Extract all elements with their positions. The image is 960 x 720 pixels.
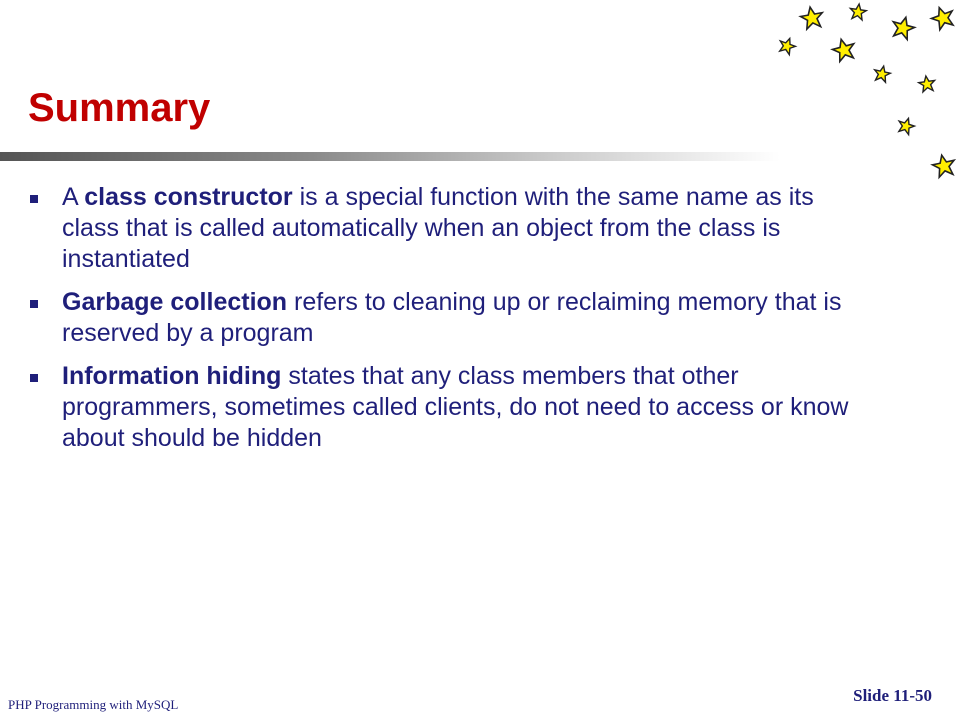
star-icon bbox=[931, 153, 957, 178]
star-icon bbox=[799, 5, 824, 30]
title-divider bbox=[0, 152, 780, 161]
slide-number: Slide 11-50 bbox=[853, 686, 932, 705]
bullet-text: states that any class members that other programmers, sometimes called clients, do not need to access or know about should be hidden bbox=[62, 362, 849, 452]
slide-title: Summary bbox=[28, 86, 211, 130]
star-icon bbox=[896, 116, 916, 135]
square-bullet-icon bbox=[30, 300, 38, 308]
bullet-list bbox=[30, 182, 860, 466]
star-icon bbox=[831, 37, 858, 63]
star-icon bbox=[890, 15, 917, 41]
list-item bbox=[30, 287, 860, 349]
star-icon bbox=[929, 4, 957, 31]
bullet-text: is a special function with the same name as its class that is called automatically when an object from the class is instantiated bbox=[62, 183, 814, 273]
star-icon bbox=[918, 75, 936, 92]
square-bullet-icon bbox=[30, 374, 38, 382]
bullet-term: Information hiding bbox=[62, 362, 282, 390]
star-icon bbox=[873, 65, 892, 83]
star-icon bbox=[849, 3, 867, 20]
bullet-term: class constructor bbox=[84, 183, 293, 211]
bullet-prefix: A bbox=[62, 183, 85, 211]
square-bullet-icon bbox=[30, 195, 38, 203]
bullet-term: Garbage collection bbox=[62, 288, 288, 316]
star-icon bbox=[777, 36, 797, 56]
list-item bbox=[30, 361, 860, 454]
footer-course-title: PHP Programming with MySQL bbox=[8, 697, 179, 712]
list-item bbox=[30, 182, 860, 275]
bullet-text: refers to cleaning up or reclaiming memory that is reserved by a program bbox=[62, 288, 842, 347]
